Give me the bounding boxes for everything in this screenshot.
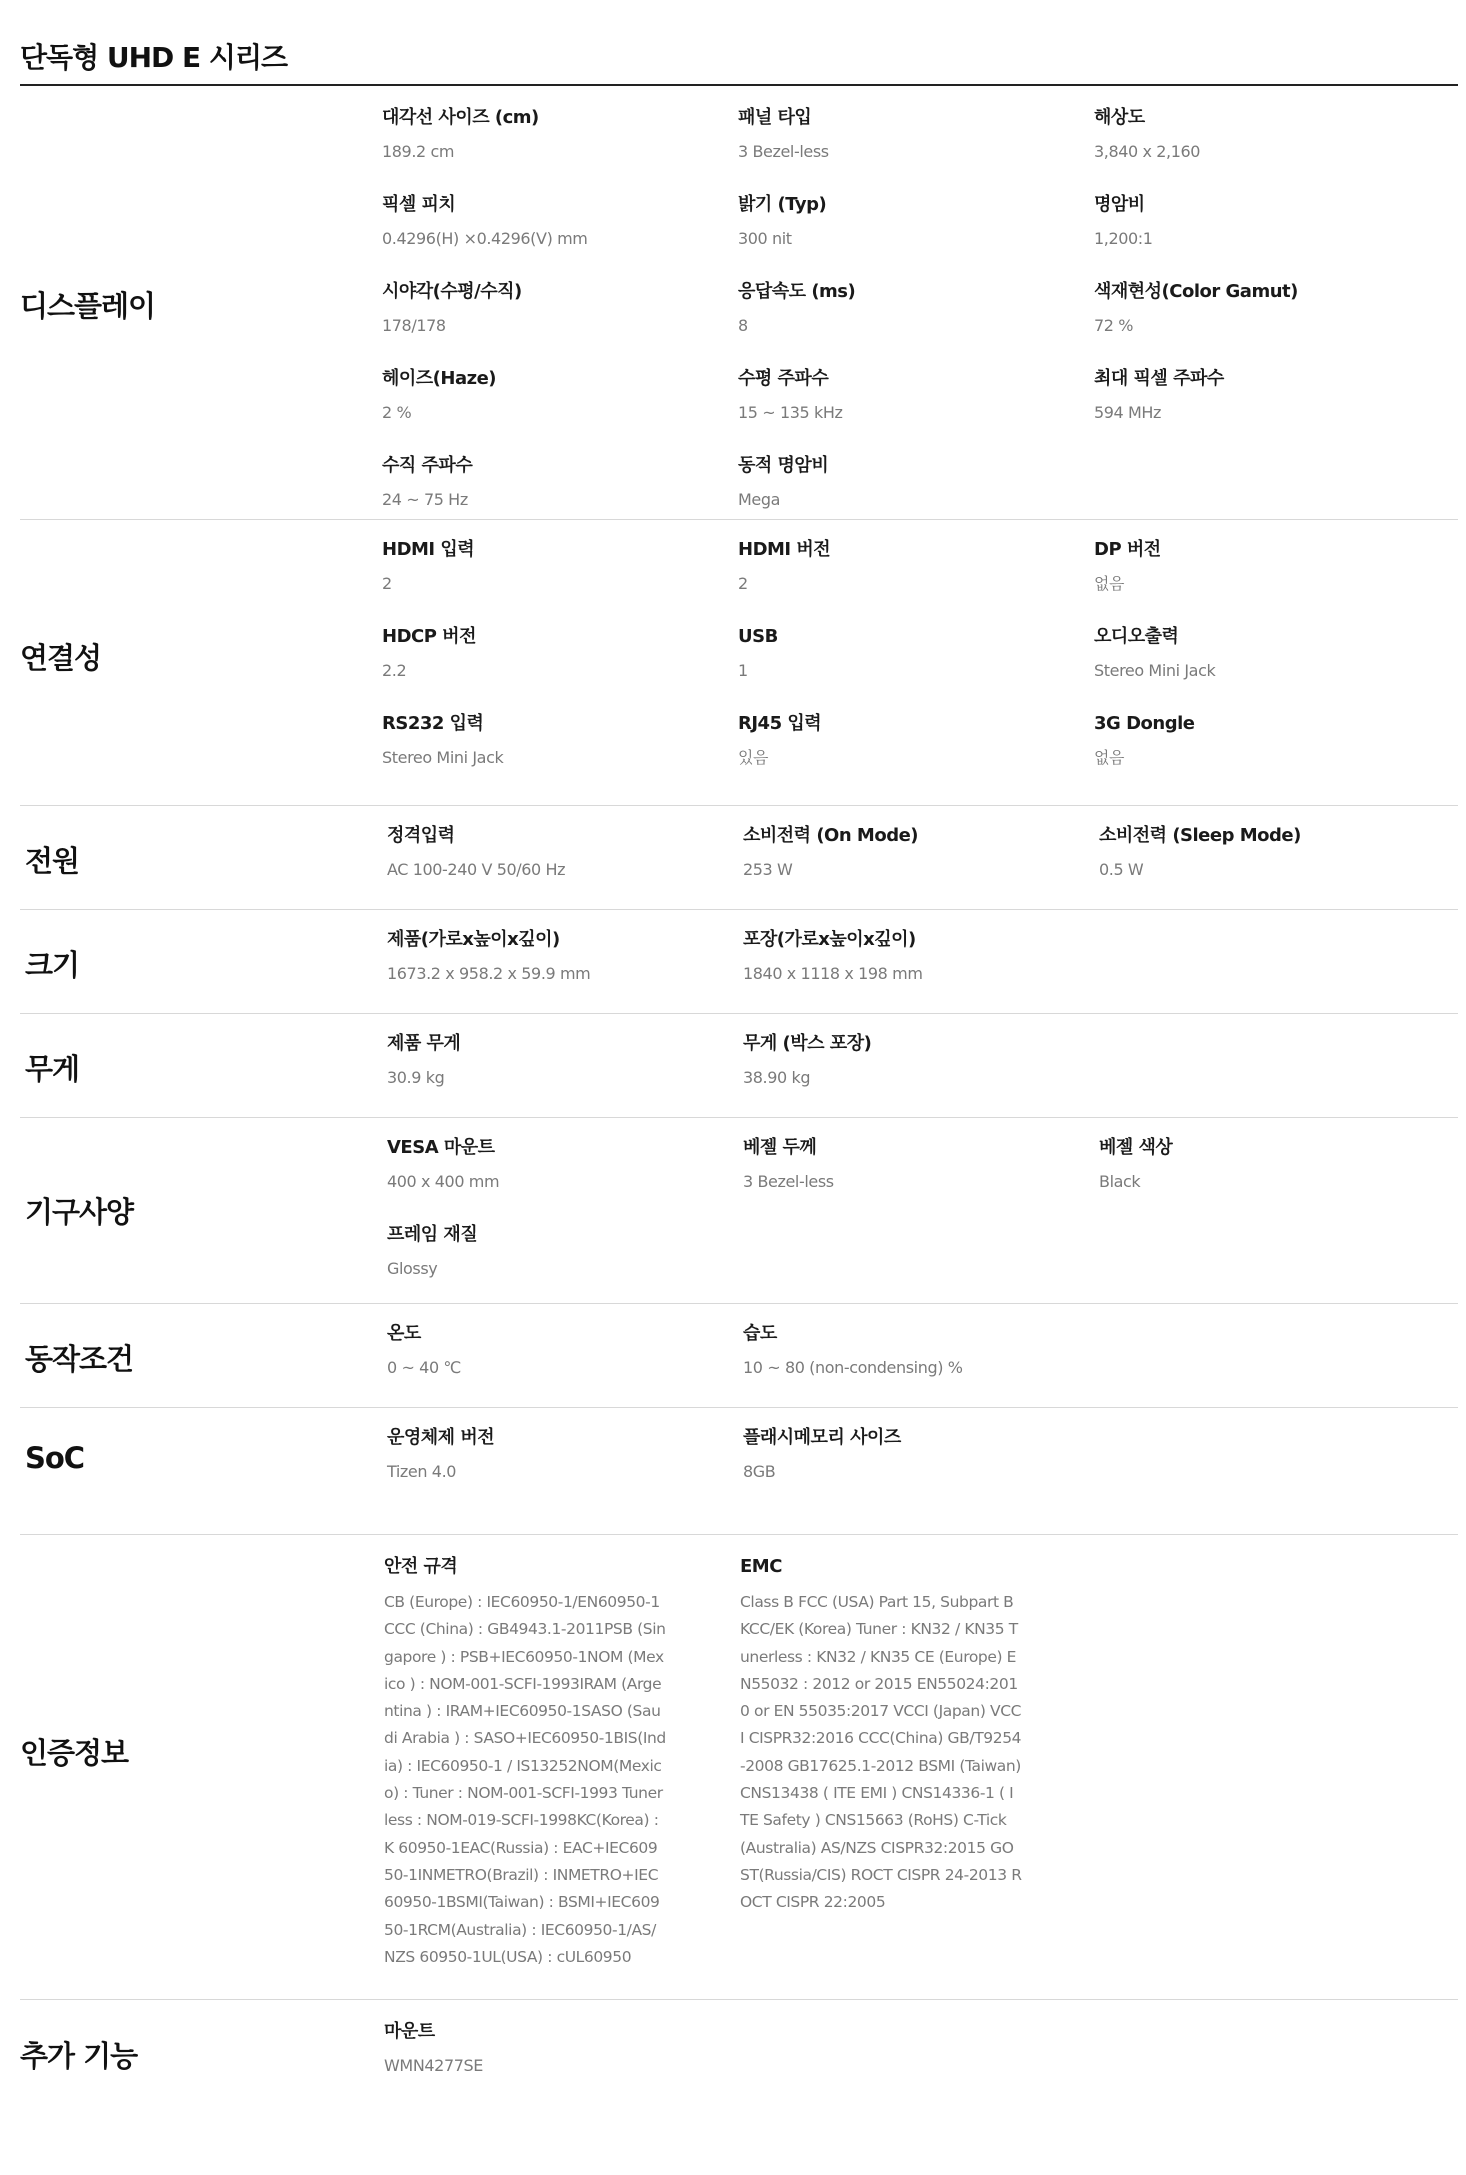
section-additional (20, 2000, 1458, 2140)
spec-label: 수직 주파수 (382, 455, 473, 476)
spec-label: 프레임 재질 (387, 1224, 478, 1245)
section-certification (20, 1535, 1458, 2000)
section-size (20, 910, 1458, 1014)
spec-item (738, 193, 1094, 250)
spec-item (384, 2020, 740, 2077)
section-mechanical (20, 1118, 1458, 1304)
spec-value: Mega (738, 490, 781, 509)
spec-grid (384, 2020, 1444, 2077)
spec-grid (387, 824, 1447, 881)
spec-value: 0.5 W (1099, 860, 1144, 879)
spec-label: 패널 타입 (738, 107, 812, 128)
spec-grid (387, 1322, 1447, 1379)
spec-item (387, 824, 743, 881)
spec-label: 정격입력 (387, 825, 455, 846)
section-title-additional: 추가 기능 (20, 2039, 138, 2073)
section-title-operating: 동작조건 (25, 1342, 134, 1376)
spec-value: 1 (738, 661, 748, 680)
spec-value: Glossy (387, 1259, 438, 1278)
spec-label: 최대 픽셀 주파수 (1094, 368, 1224, 389)
spec-item (387, 1322, 743, 1379)
spec-value: 3,840 x 2,160 (1094, 142, 1201, 161)
spec-item (1094, 625, 1442, 682)
spec-label: 밝기 (Typ) (738, 194, 827, 215)
spec-label: 대각선 사이즈 (cm) (382, 107, 539, 128)
spec-item (382, 625, 738, 682)
spec-label: 픽셀 피치 (382, 194, 456, 215)
section-title-connectivity: 연결성 (20, 641, 102, 675)
spec-value: 8GB (743, 1462, 776, 1481)
spec-item (738, 280, 1094, 337)
spec-grid (387, 928, 1447, 985)
spec-item (387, 1032, 743, 1089)
spec-value: 1840 x 1118 x 198 mm (743, 964, 923, 983)
spec-item (740, 1555, 1096, 1971)
spec-value: 0 ~ 40 ℃ (387, 1358, 461, 1377)
spec-value: 3 Bezel-less (738, 142, 829, 161)
spec-item (382, 367, 738, 424)
spec-item (743, 824, 1099, 881)
spec-value: 없음 (1094, 748, 1125, 767)
section-soc (20, 1408, 1458, 1535)
spec-item (738, 538, 1094, 595)
spec-label: 베젤 색상 (1099, 1137, 1173, 1158)
spec-item (387, 1426, 743, 1483)
section-title-display: 디스플레이 (20, 289, 156, 323)
spec-label: 온도 (387, 1323, 421, 1344)
spec-item (1099, 1136, 1447, 1193)
spec-label: 명암비 (1094, 194, 1145, 215)
spec-grid (384, 1555, 1444, 1971)
spec-item (1094, 280, 1442, 337)
section-display (20, 86, 1458, 520)
spec-label: 해상도 (1094, 107, 1145, 128)
spec-value: 38.90 kg (743, 1068, 811, 1087)
spec-value: 2 (738, 574, 748, 593)
spec-label: 안전 규격 (384, 1556, 458, 1577)
spec-label: HDCP 버전 (382, 626, 476, 647)
section-power (20, 806, 1458, 910)
spec-label: 제품 무게 (387, 1033, 461, 1054)
spec-value: 8 (738, 316, 748, 335)
spec-label: 소비전력 (Sleep Mode) (1099, 825, 1301, 846)
spec-value: 400 x 400 mm (387, 1172, 500, 1191)
spec-value: 0.4296(H) ×0.4296(V) mm (382, 229, 588, 248)
spec-value: 72 % (1094, 316, 1134, 335)
spec-label: 베젤 두께 (743, 1137, 817, 1158)
spec-label: 3G Dongle (1094, 713, 1195, 734)
spec-item (382, 106, 738, 163)
spec-value: 2 (382, 574, 392, 593)
spec-label: 마운트 (384, 2021, 435, 2042)
spec-item (743, 1322, 1099, 1379)
spec-grid (387, 1032, 1447, 1089)
section-title-size: 크기 (25, 948, 80, 982)
spec-item (1094, 712, 1442, 769)
spec-label: 수평 주파수 (738, 368, 829, 389)
spec-value: 없음 (1094, 574, 1125, 593)
spec-item (738, 625, 1094, 682)
section-title-soc: SoC (25, 1441, 85, 1475)
spec-value: 300 nit (738, 229, 792, 248)
section-connectivity (20, 520, 1458, 806)
spec-value: 있음 (738, 748, 769, 767)
spec-value: AC 100-240 V 50/60 Hz (387, 860, 566, 879)
spec-grid (387, 1136, 1447, 1280)
spec-item (743, 928, 1099, 985)
spec-value: 15 ~ 135 kHz (738, 403, 843, 422)
spec-value: Class B FCC (USA) Part 15, Subpart B KCC/EK (Korea) Tuner : KN32 / KN35 Tunerless : KN32 / KN35 CE (Europe) EN55032 : 2012 or 2015 EN55024:2010 or EN 55035:2017 VCCI (Japan) VCCI CISPR32:2016 CCC(China) GB/T9254-2008 GB17625.1-2012 BSMI (Taiwan) CNS13438 ( ITE EMI ) CNS14336-1 ( ITE Safety ) CNS15663 (RoHS) C-Tick (Australia) AS/NZS CISPR32:2015 GOST(Russia/CIS) ROCT CISPR 24-2013 ROCT CISPR 22:2005 (740, 1593, 1022, 1912)
spec-label: 동적 명암비 (738, 455, 829, 476)
spec-value: CB (Europe) : IEC60950-1/EN60950-1 CCC (China) : GB4943.1-2011PSB (Singapore ) : PSB+IEC60950-1NOM (Mexico ) : NOM-001-SCFI-1993IRAM (Argentina ) : IRAM+IEC60950-1SASO (Saudi Arabia ) : SASO+IEC60950-1BIS(India) : IEC60950-1 / IS13252NOM(Mexico) : Tuner : NOM-001-SCFI-1993 Tunerless : NOM-019-SCFI-1998KC(Korea) : K 60950-1EAC(Russia) : EAC+IEC60950-1INMETRO(Brazil) : INMETRO+IEC60950-1BSMI(Taiwan) : BSMI+IEC60950-1RCM(Australia) : IEC60950-1/AS/NZS 60950-1UL(USA) : cUL60950 (384, 1593, 666, 1966)
spec-label: 제품(가로x높이x깊이) (387, 929, 560, 950)
section-title-certification: 인증정보 (20, 1736, 129, 1770)
spec-value: 189.2 cm (382, 142, 455, 161)
spec-value: 24 ~ 75 Hz (382, 490, 468, 509)
spec-label: EMC (740, 1556, 782, 1577)
spec-label: 무게 (박스 포장) (743, 1033, 872, 1054)
spec-value: 594 MHz (1094, 403, 1162, 422)
spec-value: 1673.2 x 958.2 x 59.9 mm (387, 964, 591, 983)
spec-value: WMN4277SE (384, 2056, 483, 2075)
spec-item (743, 1426, 1099, 1483)
spec-grid (382, 106, 1442, 511)
spec-value: Stereo Mini Jack (382, 748, 504, 767)
spec-value: 253 W (743, 860, 793, 879)
spec-item (1094, 367, 1442, 424)
spec-item (387, 1223, 743, 1280)
spec-label: 헤이즈(Haze) (382, 368, 497, 389)
spec-item (738, 106, 1094, 163)
spec-value: 30.9 kg (387, 1068, 445, 1087)
spec-item (382, 538, 738, 595)
spec-label: DP 버전 (1094, 539, 1161, 560)
spec-item (382, 712, 738, 769)
spec-label: RJ45 입력 (738, 713, 822, 734)
spec-label: USB (738, 626, 778, 647)
spec-item (382, 454, 738, 511)
spec-value: Stereo Mini Jack (1094, 661, 1216, 680)
spec-label: 운영체제 버전 (387, 1427, 495, 1448)
section-title-mechanical: 기구사양 (25, 1195, 134, 1229)
section-title-power: 전원 (25, 844, 80, 878)
spec-label: 시야각(수평/수직) (382, 281, 522, 302)
spec-item (1099, 824, 1447, 881)
spec-value: 3 Bezel-less (743, 1172, 834, 1191)
spec-item (1094, 106, 1442, 163)
spec-item (384, 1555, 740, 1971)
spec-label: 오디오출력 (1094, 626, 1179, 647)
spec-item (743, 1136, 1099, 1193)
spec-item (387, 1136, 743, 1193)
spec-value: 2 % (382, 403, 412, 422)
spec-item (1094, 193, 1442, 250)
spec-item (382, 193, 738, 250)
spec-item (738, 712, 1094, 769)
spec-item (1094, 538, 1442, 595)
spec-label: VESA 마운트 (387, 1137, 495, 1158)
spec-item (738, 454, 1094, 511)
spec-label: 포장(가로x높이x깊이) (743, 929, 916, 950)
spec-label: 플래시메모리 사이즈 (743, 1427, 901, 1448)
section-weight (20, 1014, 1458, 1118)
spec-value: 2.2 (382, 661, 407, 680)
spec-label: HDMI 버전 (738, 539, 831, 560)
spec-item (387, 928, 743, 985)
spec-value: Tizen 4.0 (387, 1462, 457, 1481)
spec-value: 1,200:1 (1094, 229, 1153, 248)
spec-item (382, 280, 738, 337)
spec-label: HDMI 입력 (382, 539, 475, 560)
spec-label: 소비전력 (On Mode) (743, 825, 919, 846)
page-title: 단독형 UHD E 시리즈 (20, 41, 288, 74)
spec-label: 습도 (743, 1323, 777, 1344)
section-operating (20, 1304, 1458, 1408)
section-title-weight: 무게 (25, 1052, 80, 1086)
spec-value: 178/178 (382, 316, 446, 335)
spec-label: 색재현성(Color Gamut) (1094, 281, 1298, 302)
spec-grid (382, 538, 1442, 769)
spec-label: 응답속도 (ms) (738, 281, 856, 302)
spec-item (738, 367, 1094, 424)
spec-value: Black (1099, 1172, 1141, 1191)
spec-item (743, 1032, 1099, 1089)
spec-label: RS232 입력 (382, 713, 484, 734)
spec-grid (387, 1426, 1447, 1483)
spec-value: 10 ~ 80 (non-condensing) % (743, 1358, 963, 1377)
